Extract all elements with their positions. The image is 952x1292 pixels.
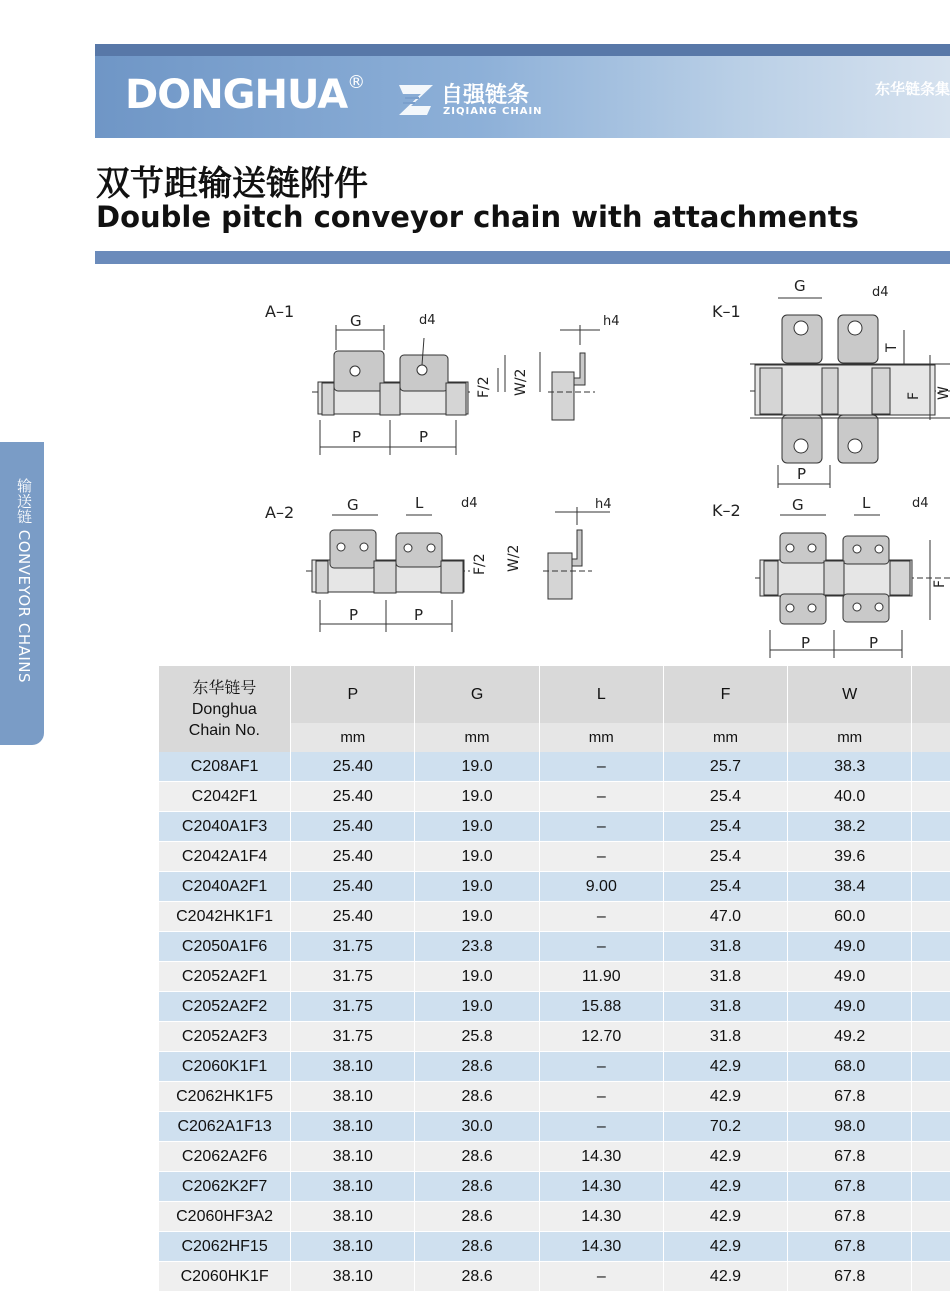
cell-l: 14.30 (539, 1172, 663, 1202)
a2-dim-d4: d4 (461, 496, 478, 511)
cell-more (912, 812, 950, 842)
cell-chain-no: C2042HK1F1 (159, 902, 291, 932)
table-row (159, 1082, 951, 1112)
a1-dim-w2: W/2 (513, 368, 529, 396)
cell-p: 31.75 (291, 1022, 415, 1052)
cell-l: – (539, 842, 663, 872)
table-row (159, 962, 951, 992)
chain-no-header-en2: Chain No. (188, 721, 260, 739)
cell-chain-no: C2060HK1F (159, 1262, 291, 1292)
cell-f: 42.9 (663, 1142, 787, 1172)
table-row (159, 932, 951, 962)
cell-l: 11.90 (539, 962, 663, 992)
k2-top-view (755, 515, 950, 658)
cell-p: 38.10 (291, 1262, 415, 1292)
cell-g: 19.0 (415, 782, 539, 812)
cell-chain-no: C2062K2F7 (159, 1172, 291, 1202)
cell-more (912, 1202, 950, 1232)
cell-p: 31.75 (291, 932, 415, 962)
unit-more (912, 723, 950, 752)
cell-f: 47.0 (663, 902, 787, 932)
cell-p: 38.10 (291, 1112, 415, 1142)
cell-p: 25.40 (291, 812, 415, 842)
side-section-tab-label: 输送链 CONVEYOR CHAINS (15, 478, 33, 684)
k2-dim-p2: P (869, 634, 879, 652)
cell-l: 15.88 (539, 992, 663, 1022)
k2-dim-g: G (792, 496, 804, 514)
col-header-g: G (415, 666, 539, 723)
diagram-k1-label: K–1 (712, 302, 741, 321)
cell-more (912, 962, 950, 992)
cell-more (912, 902, 950, 932)
col-header-w: W (788, 666, 912, 723)
cell-g: 28.6 (415, 1052, 539, 1082)
diagram-a1-label: A–1 (265, 302, 295, 321)
cell-more (912, 1232, 950, 1262)
banner-right-text: 东华链条集 (874, 80, 950, 98)
cell-more (912, 872, 950, 902)
cell-f: 70.2 (663, 1112, 787, 1142)
page-title-english: Double pitch conveyor chain with attachments (96, 200, 859, 234)
cell-p: 38.10 (291, 1082, 415, 1112)
cell-more (912, 842, 950, 872)
table-row (159, 1172, 951, 1202)
table-row (159, 902, 951, 932)
cell-w: 67.8 (788, 1202, 912, 1232)
unit-g: mm (415, 723, 539, 752)
cell-l: – (539, 812, 663, 842)
cell-f: 42.9 (663, 1172, 787, 1202)
unit-l: mm (539, 723, 663, 752)
cell-g: 30.0 (415, 1112, 539, 1142)
cell-w: 39.6 (788, 842, 912, 872)
cell-p: 31.75 (291, 992, 415, 1022)
cell-w: 38.2 (788, 812, 912, 842)
a2-dim-p1: P (349, 606, 359, 624)
k1-dim-d4: d4 (872, 285, 889, 300)
diagram-a2-label: A–2 (265, 503, 295, 522)
table-row (159, 1022, 951, 1052)
table-row (159, 1052, 951, 1082)
cell-w: 67.8 (788, 1082, 912, 1112)
table-row (159, 1262, 951, 1292)
cell-chain-no: C2060K1F1 (159, 1052, 291, 1082)
cell-p: 31.75 (291, 962, 415, 992)
registered-mark: ® (347, 72, 365, 93)
cell-chain-no: C2062A1F13 (159, 1112, 291, 1142)
cell-l: – (539, 932, 663, 962)
k2-dim-d4: d4 (912, 496, 929, 511)
cell-f: 31.8 (663, 1022, 787, 1052)
cell-w: 67.8 (788, 1172, 912, 1202)
cell-w: 49.0 (788, 932, 912, 962)
table-row (159, 872, 951, 902)
cell-g: 19.0 (415, 812, 539, 842)
k2-dim-l: L (862, 494, 871, 512)
brand-name: DONGHUA (125, 72, 348, 118)
cell-more (912, 1112, 950, 1142)
table-row (159, 842, 951, 872)
cell-l: – (539, 1082, 663, 1112)
cell-g: 23.8 (415, 932, 539, 962)
k1-dim-t: T (884, 343, 900, 352)
cell-g: 28.6 (415, 1082, 539, 1112)
cell-f: 25.4 (663, 842, 787, 872)
cell-more (912, 752, 950, 782)
cell-g: 28.6 (415, 1262, 539, 1292)
cell-f: 25.7 (663, 752, 787, 782)
cell-l: – (539, 782, 663, 812)
cell-g: 25.8 (415, 1022, 539, 1052)
unit-p: mm (291, 723, 415, 752)
table-row (159, 1232, 951, 1262)
cell-w: 38.4 (788, 872, 912, 902)
a2-dim-f2: F/2 (472, 553, 488, 575)
cell-w: 60.0 (788, 902, 912, 932)
cell-p: 25.40 (291, 872, 415, 902)
unit-w: mm (788, 723, 912, 752)
cell-f: 42.9 (663, 1232, 787, 1262)
cell-more (912, 1142, 950, 1172)
cell-g: 19.0 (415, 752, 539, 782)
cell-f: 42.9 (663, 1082, 787, 1112)
a2-dim-l: L (415, 494, 424, 512)
cell-l: 14.30 (539, 1202, 663, 1232)
cell-p: 38.10 (291, 1142, 415, 1172)
cell-chain-no: C2060HF3A2 (159, 1202, 291, 1232)
col-header-p: P (291, 666, 415, 723)
k2-dim-f: F (932, 579, 948, 588)
logo-chinese-name: 自强链条 (441, 83, 530, 108)
cell-more (912, 1082, 950, 1112)
cell-f: 25.4 (663, 872, 787, 902)
spec-table-body (159, 752, 951, 1292)
cell-more (912, 1052, 950, 1082)
table-row (159, 1142, 951, 1172)
cell-chain-no: C2052A2F3 (159, 1022, 291, 1052)
cell-g: 28.6 (415, 1142, 539, 1172)
table-row (159, 1112, 951, 1142)
cell-w: 67.8 (788, 1262, 912, 1292)
page-title-chinese: 双节距输送链附件 (96, 164, 368, 204)
chain-no-header (159, 666, 291, 752)
table-row (159, 752, 951, 782)
cell-l: – (539, 752, 663, 782)
chain-no-header-en1: Donghua (191, 700, 257, 718)
cell-g: 19.0 (415, 842, 539, 872)
cell-more (912, 1022, 950, 1052)
chain-no-header-cn: 东华链号 (192, 679, 257, 697)
cell-g: 28.6 (415, 1202, 539, 1232)
cell-l: 9.00 (539, 872, 663, 902)
cell-l: 14.30 (539, 1232, 663, 1262)
cell-w: 49.0 (788, 992, 912, 1022)
cell-w: 67.8 (788, 1232, 912, 1262)
cell-g: 19.0 (415, 902, 539, 932)
logo-english-name: ZIQIANG CHAIN (443, 106, 543, 117)
cell-f: 31.8 (663, 962, 787, 992)
cell-w: 68.0 (788, 1052, 912, 1082)
cell-f: 25.4 (663, 812, 787, 842)
cell-p: 25.40 (291, 902, 415, 932)
cell-chain-no: C208AF1 (159, 752, 291, 782)
a1-dim-h4: h4 (603, 314, 620, 329)
k1-dim-g: G (794, 277, 806, 295)
cell-f: 31.8 (663, 992, 787, 1022)
col-header-l: L (539, 666, 663, 723)
cell-l: – (539, 1262, 663, 1292)
cell-g: 19.0 (415, 962, 539, 992)
cell-w: 49.0 (788, 962, 912, 992)
a2-dim-w2: W/2 (506, 544, 522, 572)
cell-p: 25.40 (291, 782, 415, 812)
cell-f: 31.8 (663, 932, 787, 962)
cell-p: 25.40 (291, 842, 415, 872)
cell-p: 38.10 (291, 1172, 415, 1202)
a1-dim-f2: F/2 (476, 376, 492, 398)
cell-chain-no: C2040A2F1 (159, 872, 291, 902)
cell-f: 42.9 (663, 1052, 787, 1082)
cell-w: 98.0 (788, 1112, 912, 1142)
cell-l: 12.70 (539, 1022, 663, 1052)
cell-p: 38.10 (291, 1202, 415, 1232)
cell-f: 42.9 (663, 1262, 787, 1292)
a2-dim-h4: h4 (595, 497, 612, 512)
cell-chain-no: C2042F1 (159, 782, 291, 812)
k2-dim-p1: P (801, 634, 811, 652)
cell-l: – (539, 1052, 663, 1082)
k1-dim-f: F (906, 391, 922, 400)
cell-chain-no: C2062HF15 (159, 1232, 291, 1262)
cell-chain-no: C2042A1F4 (159, 842, 291, 872)
cell-chain-no: C2050A1F6 (159, 932, 291, 962)
cell-g: 28.6 (415, 1232, 539, 1262)
table-row (159, 812, 951, 842)
cell-g: 19.0 (415, 872, 539, 902)
cell-w: 38.3 (788, 752, 912, 782)
a2-dim-g: G (347, 496, 359, 514)
cell-w: 49.2 (788, 1022, 912, 1052)
unit-f: mm (663, 723, 787, 752)
k1-dim-p: P (797, 465, 807, 483)
cell-more (912, 1172, 950, 1202)
spec-table (158, 666, 950, 1292)
cell-p: 38.10 (291, 1052, 415, 1082)
table-row (159, 1202, 951, 1232)
table-row (159, 992, 951, 1022)
col-header-f: F (663, 666, 787, 723)
cell-chain-no: C2062A2F6 (159, 1142, 291, 1172)
table-row (159, 782, 951, 812)
cell-f: 42.9 (663, 1202, 787, 1232)
a1-dim-d4: d4 (419, 313, 436, 328)
cell-more (912, 932, 950, 962)
cell-f: 25.4 (663, 782, 787, 812)
a1-dim-p1: P (352, 428, 362, 446)
diagram-k2-label: K–2 (712, 501, 741, 520)
a2-dim-p2: P (414, 606, 424, 624)
cell-chain-no: C2052A2F1 (159, 962, 291, 992)
cell-more (912, 992, 950, 1022)
cell-l: – (539, 1112, 663, 1142)
k1-dim-w: W (936, 386, 952, 400)
cell-g: 28.6 (415, 1172, 539, 1202)
cell-more (912, 782, 950, 812)
cell-g: 19.0 (415, 992, 539, 1022)
cell-chain-no: C2052A2F2 (159, 992, 291, 1022)
cell-l: 14.30 (539, 1142, 663, 1172)
cell-p: 25.40 (291, 752, 415, 782)
cell-l: – (539, 902, 663, 932)
cell-w: 40.0 (788, 782, 912, 812)
col-header-more (912, 666, 950, 723)
cell-w: 67.8 (788, 1142, 912, 1172)
cell-chain-no: C2040A1F3 (159, 812, 291, 842)
a1-dim-p2: P (419, 428, 429, 446)
cell-chain-no: C2062HK1F5 (159, 1082, 291, 1112)
cell-p: 38.10 (291, 1232, 415, 1262)
cell-more (912, 1262, 950, 1292)
a1-dim-g: G (350, 312, 362, 330)
